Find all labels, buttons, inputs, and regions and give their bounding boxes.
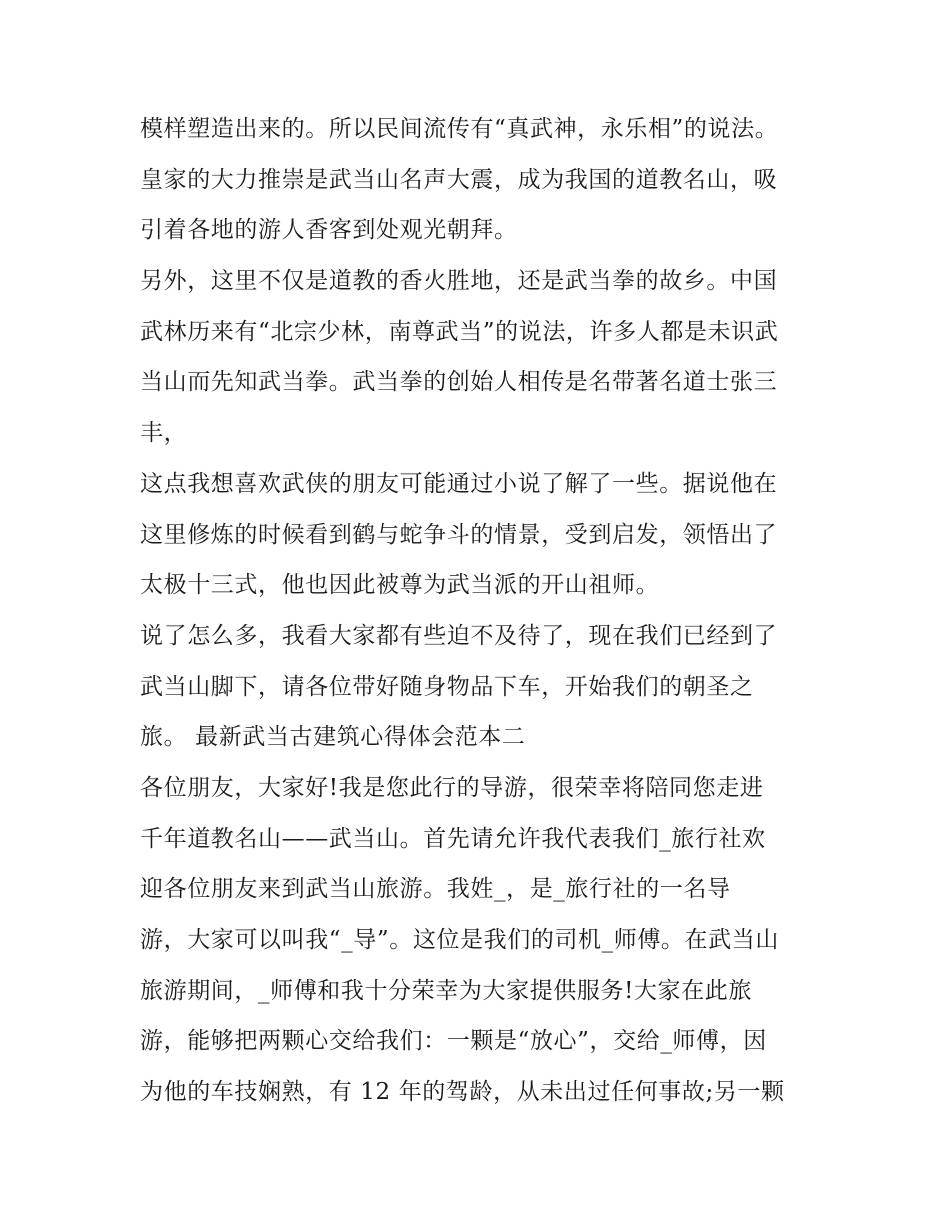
text-line: 千年道教名山——武当山。首先请允许我代表我们_旅行社欢: [140, 825, 766, 852]
text-line: 武当山脚下，请各位带好随身物品下车，开始我们的朝圣之: [140, 673, 754, 700]
text-line: 旅游期间，_师傅和我十分荣幸为大家提供服务!大家在此旅: [140, 977, 752, 1004]
text-line: 丰，: [140, 420, 188, 447]
text-line: 迎各位朋友来到武当山旅游。我姓_，是_旅行社的一名导: [140, 876, 731, 903]
text-line: 皇家的大力推崇是武当山名声大震，成为我国的道教名山，吸: [140, 166, 778, 193]
text-line: 旅。 最新武当古建筑心得体会范本二: [140, 724, 526, 751]
document-body: [140, 104, 820, 1118]
text-line: 为他的车技娴熟，有 12 年的驾龄，从未出过任何事故;另一颗: [140, 1079, 785, 1106]
text-line: 游，大家可以叫我“_导”。这位是我们的司机_师傅。在武当山: [140, 927, 779, 953]
text-line: 说了怎么多，我看大家都有些迫不及待了，现在我们已经到了: [140, 622, 778, 649]
text-line: 另外，这里不仅是道教的香火胜地，还是武当拳的故乡。中国: [140, 268, 778, 295]
text-line: 各位朋友，大家好!我是您此行的导游，很荣幸将陪同您走进: [140, 774, 764, 801]
text-line: 引着各地的游人香客到处观光朝拜。: [140, 217, 518, 244]
text-line: 模样塑造出来的。所以民间流传有“真武神，永乐相”的说法。: [140, 116, 779, 142]
text-line: 太极十三式，他也因此被尊为武当派的开山祖师。: [140, 572, 660, 599]
text-line: 当山而先知武当拳。武当拳的创始人相传是名带著名道士张三: [140, 369, 778, 396]
text-line: 这点我想喜欢武侠的朋友可能通过小说了解了一些。据说他在: [140, 470, 778, 497]
text-line: 游，能够把两颗心交给我们：一颗是“放心”，交给_师傅，因: [140, 1028, 767, 1055]
text-line: 这里修炼的时候看到鹤与蛇争斗的情景，受到启发，领悟出了: [140, 521, 778, 548]
text-line: 武林历来有“北宗少林，南尊武当”的说法，许多人都是未识武: [140, 318, 779, 345]
